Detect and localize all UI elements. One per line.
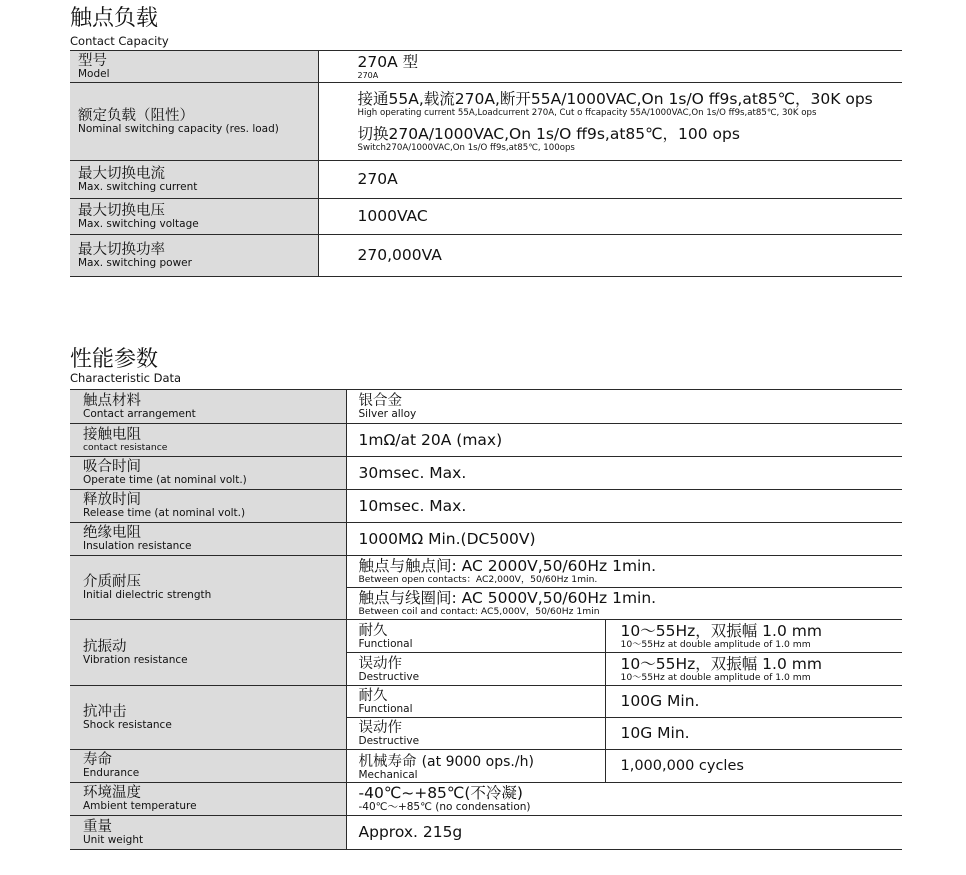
label-cn: 触点材料 [83, 392, 141, 409]
endurance-mechanical-label: 机械寿命 [358, 754, 417, 770]
unit-weight-value: Approx. 215g [358, 823, 463, 841]
label-en: Unit weight [83, 833, 144, 846]
vibration-functional-label: 耐久 [358, 622, 388, 639]
row-insulation-resistance [70, 523, 902, 556]
contact-arrangement-value-en: Silver alloy [358, 408, 417, 420]
shock-destructive-label: 误动作 [358, 720, 402, 736]
label-en: Max. switching power [78, 256, 192, 269]
shock-functional-label-en: Functional [358, 703, 413, 715]
endurance-mechanical-label-en: Mechanical [358, 769, 418, 781]
label-cn: 抗振动 [83, 638, 127, 655]
release-time-value: 10msec. Max. [358, 496, 467, 515]
row-nominal-capacity [70, 83, 902, 161]
max-current-value: 270A [357, 170, 398, 188]
row-contact-resistance [70, 424, 902, 457]
contact-capacity-table [70, 50, 902, 277]
label-en: Vibration resistance [83, 653, 188, 666]
label-cn: 寿命 [83, 752, 112, 768]
shock-destructive-value: 10G Min. [620, 724, 690, 742]
label-cn: 最大切换电流 [78, 165, 165, 182]
label-cn: 抗冲击 [83, 703, 127, 720]
label-en: Insulation resistance [83, 540, 192, 552]
vibration-destructive-value: 10～55Hz，双振幅 1.0 mm [620, 654, 822, 673]
shock-functional-label: 耐久 [358, 688, 388, 704]
row-max-voltage [70, 199, 902, 235]
max-power-value: 270,000VA [357, 246, 442, 264]
characteristic-data-table [70, 389, 902, 850]
model-value: 270A 型 [357, 52, 419, 71]
insulation-resistance-value: 1000MΩ Min.(DC500V) [358, 529, 536, 548]
label-cn: 环境温度 [83, 785, 141, 801]
label-en: Initial dielectric strength [83, 588, 212, 601]
nominal-capacity-value-2-en: Switch270A/1000VAC,On 1s/O ff9s,at85℃, 100ops [357, 142, 575, 153]
row-dielectric-strength-1 [70, 556, 902, 588]
row-model [70, 51, 902, 83]
label-cn: 型号 [78, 52, 107, 69]
max-voltage-value: 1000VAC [357, 207, 428, 225]
vibration-destructive-label-en: Destructive [358, 670, 420, 683]
row-vibration-functional [70, 620, 902, 653]
nominal-capacity-value-2: 切换270A/1000VAC,On 1s/O ff9s,at85℃，100 ops [357, 124, 740, 143]
row-endurance [70, 750, 902, 783]
vibration-functional-label-en: Functional [358, 637, 413, 650]
characteristic-data-title: 性能参数 [70, 347, 159, 372]
label-en: Max. switching voltage [78, 217, 199, 230]
vibration-functional-value: 10～55Hz，双振幅 1.0 mm [620, 621, 822, 640]
contact-capacity-title: 触点负载 [70, 6, 159, 31]
vibration-functional-value-en: 10～55Hz at double amplitude of 1.0 mm [620, 638, 811, 650]
row-contact-arrangement [70, 390, 902, 424]
label-cn: 介质耐压 [83, 573, 141, 590]
label-en: Max. switching current [78, 180, 198, 193]
operate-time-value: 30msec. Max. [358, 463, 467, 482]
label-cn: 最大切换电压 [78, 202, 165, 219]
row-operate-time [70, 457, 902, 490]
characteristic-data-subtitle: Characteristic Data [70, 371, 182, 385]
dielectric-value-1: 触点与触点间: AC 2000V,50/60Hz 1min. [358, 557, 657, 575]
endurance-value: 1,000,000 cycles [620, 758, 744, 774]
vibration-destructive-label: 误动作 [358, 655, 402, 672]
row-ambient-temperature [70, 783, 902, 816]
model-value-en: 270A [357, 70, 379, 80]
label-en: Release time (at nominal volt.) [83, 507, 246, 519]
dielectric-value-2: 触点与线圈间: AC 5000V,50/60Hz 1min. [358, 589, 657, 607]
row-unit-weight [70, 816, 902, 850]
label-en: Contact arrangement [83, 407, 196, 420]
row-max-power [70, 235, 902, 277]
contact-resistance-value: 1mΩ/at 20A (max) [358, 430, 503, 449]
row-shock-functional [70, 686, 902, 718]
label-en: Operate time (at nominal volt.) [83, 474, 247, 486]
label-en: contact resistance [83, 441, 168, 453]
dielectric-value-2-en: Between coil and contact: AC5,000V，50/60Hz 1min [358, 606, 600, 617]
shock-destructive-label-en: Destructive [358, 735, 420, 747]
endurance-mechanical-suffix: (at 9000 ops./h) [421, 754, 534, 770]
vibration-destructive-value-en: 10～55Hz at double amplitude of 1.0 mm [620, 671, 811, 683]
shock-functional-value: 100G Min. [620, 692, 700, 710]
label-cn: 最大切换功率 [78, 241, 165, 258]
row-max-current [70, 161, 902, 199]
label-cn: 额定负载（阻性） [78, 107, 194, 124]
label-en: Nominal switching capacity (res. load) [78, 122, 279, 135]
nominal-capacity-value-1-en: High operating current 55A,Loadcurrent 270A, Cut o ffcapacity 55A/1000VAC,On 1s/O ff9s,at85℃, 30K ops [357, 107, 817, 118]
ambient-temperature-value: -40℃~+85℃(不冷凝) [358, 784, 523, 802]
label-cn: 释放时间 [83, 492, 141, 508]
contact-capacity-subtitle: Contact Capacity [70, 34, 169, 48]
ambient-temperature-value-en: -40℃～+85℃ (no condensation) [358, 801, 531, 813]
label-en: Shock resistance [83, 718, 172, 731]
dielectric-value-1-en: Between open contacts：AC2,000V，50/60Hz 1min. [358, 574, 598, 585]
label-en: Model [78, 67, 110, 80]
label-cn: 吸合时间 [83, 459, 141, 475]
label-cn: 重量 [83, 818, 112, 835]
label-en: Ambient temperature [83, 800, 197, 812]
label-cn: 接触电阻 [83, 426, 141, 443]
nominal-capacity-value-1: 接通55A,载流270A,断开55A/1000VAC,On 1s/O ff9s,at85℃，30K ops [357, 89, 873, 108]
label-en: Endurance [83, 767, 140, 779]
contact-arrangement-value: 银合金 [358, 393, 402, 409]
label-cn: 绝缘电阻 [83, 525, 141, 541]
row-release-time [70, 490, 902, 523]
